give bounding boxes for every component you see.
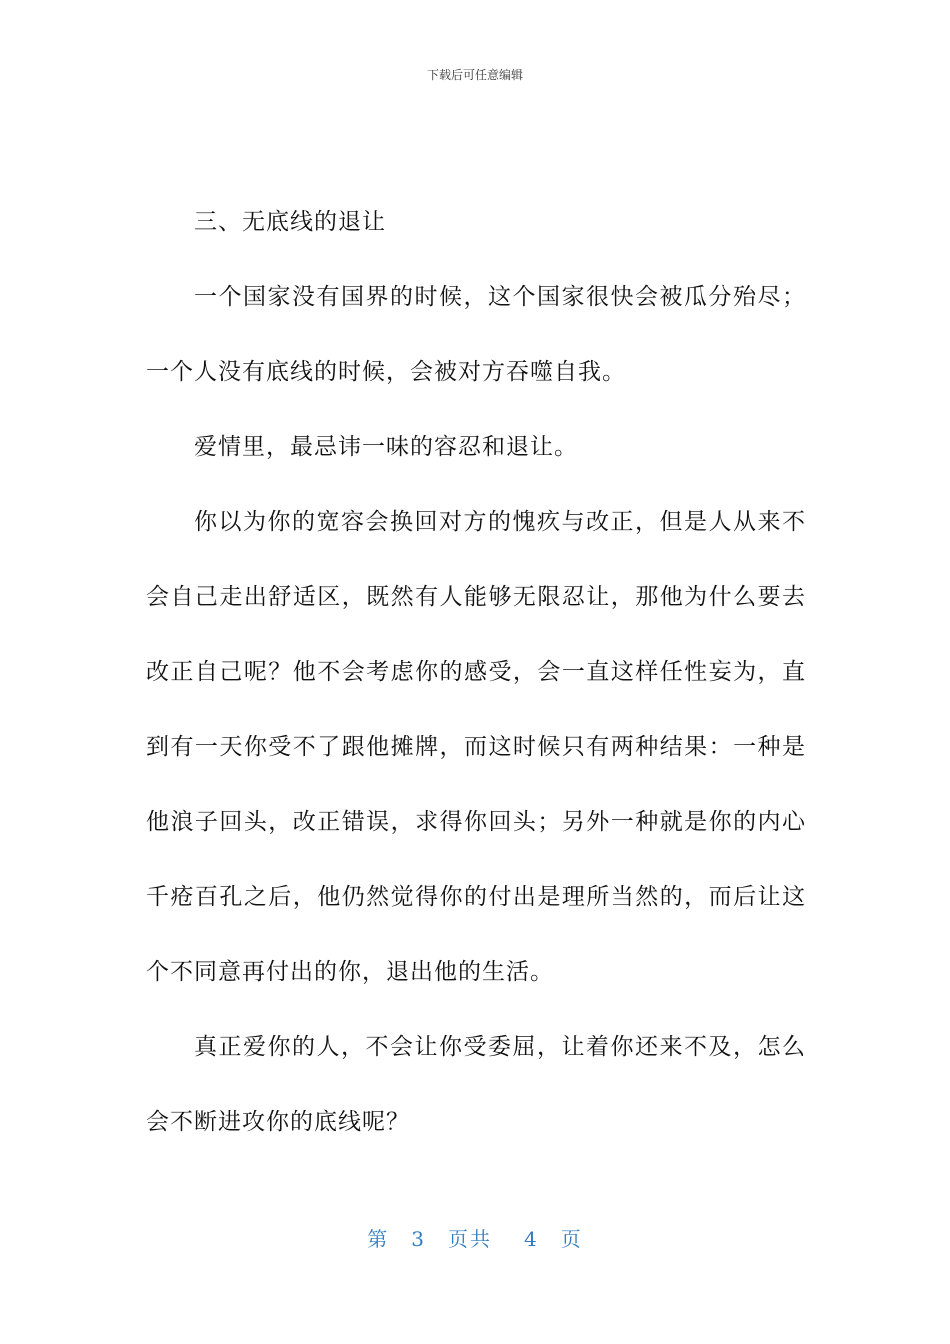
section-heading: 三、无底线的退让 <box>194 209 386 235</box>
paragraph: 一个国家没有国界的时候，这个国家很快会被瓜分殆尽；一个人没有底线的时候，会被对方吞噬自我。 <box>146 284 806 385</box>
page-suffix: 页 <box>560 1227 583 1251</box>
paragraph: 你以为你的宽容会换回对方的愧疚与改正，但是人从来不会自己走出舒适区，既然有人能够无限忍让，那他为什么要去改正自己呢？他不会考虑你的感受，会一直这样任性妄为，直到有一天你受不了跟他摊牌，而这时候只有两种结果：一种是他浪子回头，改正错误，求得你回头；另外一种就是你的内心千疮百孔之后，他仍然觉得你的付出是理所当然的，而后让这个不同意再付出的你，退出他的生活。 <box>146 509 806 985</box>
document-body <box>146 185 806 1160</box>
current-page-number: 3 <box>411 1227 426 1251</box>
paragraph: 真正爱你的人，不会让你受委屈，让着你还来不及，怎么会不断进攻你的底线呢？ <box>146 1034 806 1135</box>
page-mid: 页共 <box>448 1227 492 1251</box>
page-header: 下载后可任意编辑 <box>426 68 523 82</box>
page-prefix: 第 <box>367 1227 390 1251</box>
total-pages-number: 4 <box>524 1227 539 1251</box>
page-footer <box>0 1223 950 1252</box>
paragraph: 爱情里，最忌讳一味的容忍和退让。 <box>194 434 578 460</box>
